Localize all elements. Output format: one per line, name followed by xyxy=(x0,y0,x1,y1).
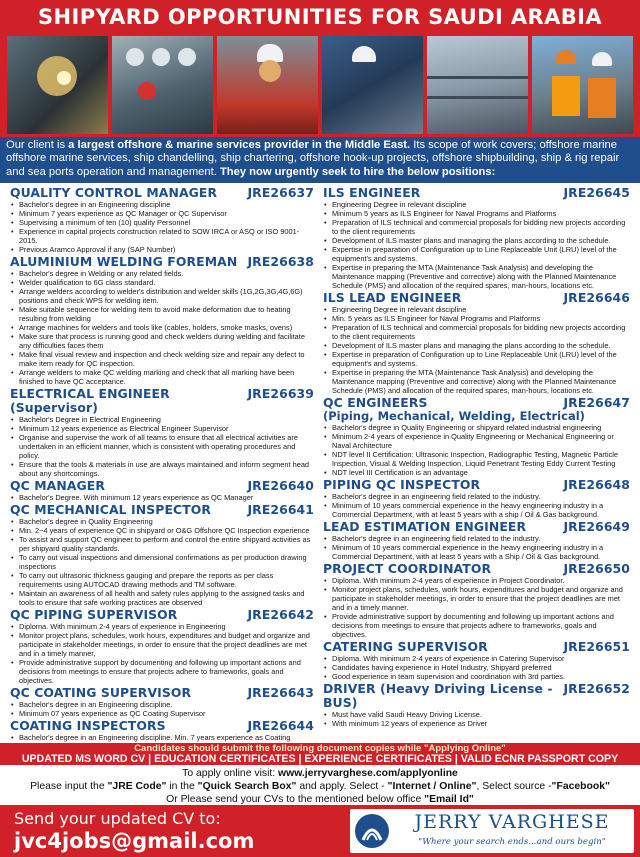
job-header xyxy=(323,520,630,534)
job-title: ILS LEAD ENGINEER xyxy=(323,290,462,305)
job-title: COATING INSPECTORS xyxy=(10,718,166,733)
job-requirement-item: • Provide administrative support by documenting and following up important actions and decisions from meetings to ensure that projects adhere to frameworks, goals and objectives. xyxy=(19,658,314,685)
job-code: JRE26651 xyxy=(563,639,630,654)
job-code: JRE26647 xyxy=(563,395,630,410)
job-subtitle: (Piping, Mechanical, Welding, Electrical) xyxy=(323,409,585,423)
job-requirement-item: • Expertise in preparing the MTA (Maintenance Task Analysis) and developing the Maintenance mapping (Preventive and corrective) along with the Planned Maintenance Schedule (PMS) and allocation of the required spares, man-hours, locations etc. xyxy=(332,263,630,290)
documents-instruction: Candidates should submit the following document copies while "Applying Online" xyxy=(134,743,506,754)
job-requirement-item: • Bachelor's degree in an Engineering discipline. xyxy=(19,700,314,709)
job-posting xyxy=(10,503,314,607)
job-requirements-list xyxy=(10,200,314,254)
job-header xyxy=(10,686,314,700)
job-header xyxy=(323,291,630,305)
apply-instructions xyxy=(0,767,640,806)
job-code: JRE26649 xyxy=(563,519,630,534)
page-title: SHIPYARD OPPORTUNITIES FOR SAUDI ARABIA xyxy=(37,5,603,29)
job-requirement-item: • Minimum 7 years experience as QC Manager or QC Supervisor xyxy=(19,209,314,218)
logo-company-name: JERRY VARGHESE xyxy=(414,811,610,833)
job-title: ILS ENGINEER xyxy=(323,185,421,200)
job-code: JRE26637 xyxy=(247,185,314,200)
job-header xyxy=(323,478,630,492)
job-requirement-item: • Maintain an awareness of all health and safety rules applying to the assigned tasks and tools to ensure that safe working practices are observed xyxy=(19,589,314,607)
job-requirement-item: • To carry out ultrasonic thickness gauging and prepare the reports as per class requirements using AUTOCAD drawing methods and TM software. xyxy=(19,571,314,589)
job-requirement-item: • Bachelor's degree in Quality Engineering xyxy=(19,517,314,526)
job-requirement-item: • Preparation of ILS technical and commercial proposals for bidding new projects according to the client requirements xyxy=(332,218,630,236)
job-header xyxy=(10,608,314,622)
job-header xyxy=(323,396,630,410)
job-header xyxy=(10,503,314,517)
job-requirement-item: • Make suitable sequence for welding item to avoid make deformation due to heating resulting from welding xyxy=(19,305,314,323)
job-code: JRE26652 xyxy=(563,681,630,696)
job-requirement-item: • Arrange welders to make QC welding marking and check that all marking have been finished to have QC acceptance. xyxy=(19,368,314,386)
job-requirements-list xyxy=(323,534,630,561)
job-requirement-item: • Previous Aramco Approval if any (SAP Number) xyxy=(19,245,314,254)
job-requirements-list xyxy=(323,492,630,519)
job-title: DRIVER (Heavy Driving License - BUS) xyxy=(323,681,553,710)
photo-site-team xyxy=(532,36,633,134)
job-title: ALUMINIUM WELDING FOREMAN xyxy=(10,254,238,269)
job-posting xyxy=(323,682,630,728)
job-header xyxy=(10,387,314,415)
job-posting xyxy=(10,255,314,386)
job-requirements-list xyxy=(323,305,630,395)
job-title: CATERING SUPERVISOR xyxy=(323,639,488,654)
job-title: QC ENGINEERS xyxy=(323,395,428,410)
job-code: JRE26646 xyxy=(563,290,630,305)
left-job-column xyxy=(10,186,314,752)
job-requirements-list xyxy=(323,710,630,728)
apply-line-2: Please input the "JRE Code" in the "Quick Search Box" and apply. Select - "Internet / Online", Select source -"Facebook" xyxy=(30,781,610,792)
job-requirement-item: • Ensure that the tools & materials in use are always maintained and inform segment head about any shortcomings. xyxy=(19,460,314,478)
job-requirement-item: • Development of ILS master plans and managing the plans according to the schedule. xyxy=(332,236,630,245)
job-requirement-item: • Welder qualification to 6G class standard. xyxy=(19,278,314,287)
job-code: JRE26648 xyxy=(563,477,630,492)
send-cv-label: Send your updated CV to: xyxy=(14,809,221,828)
job-title: ELECTRICAL ENGINEER (Supervisor) xyxy=(10,386,170,415)
job-posting xyxy=(323,291,630,395)
photo-structure xyxy=(427,36,528,134)
job-requirement-item: • Expertise in preparation of Configuration up to Line Replaceable Unit (LRU) level of the equipment's and systems. xyxy=(332,350,630,368)
job-title: QUALITY CONTROL MANAGER xyxy=(10,185,218,200)
job-posting xyxy=(10,387,314,478)
job-requirement-item: • Min. 2~4 years of experience QC in shipyard or O&G Offshore QC Inspection experience xyxy=(19,526,314,535)
job-code: JRE26641 xyxy=(247,502,314,517)
job-requirement-item: • Expertise in preparing the MTA (Maintenance Task Analysis) and developing the Maintenance mapping (Preventive and corrective) along with the Planned Maintenance Schedule (PMS) and allocation of the required spares, man-hours, locations etc. xyxy=(332,368,630,395)
logo-emblem-icon xyxy=(355,814,389,848)
job-header xyxy=(323,186,630,200)
job-requirement-item: • Bachelor's degree in an Engineering discipline xyxy=(19,200,314,209)
job-requirement-item: • Minimum 07 years experience as QC Coating Supervisor xyxy=(19,709,314,718)
job-requirement-item: • Bachelor's degree in an engineering field related to the industry. xyxy=(332,492,630,501)
job-requirement-item: • Experience in capital projects construction related to SOW IRCA or ASQ or ISO 9001-2015. xyxy=(19,227,314,245)
job-requirements-list xyxy=(10,622,314,685)
job-requirements-list xyxy=(10,269,314,386)
job-requirement-item: • Make sure that process is running good and check welders during welding and facilitate any difficulties faces them xyxy=(19,332,314,350)
job-requirement-item: • Engineering Degree in relevant discipline xyxy=(332,200,630,209)
job-title: QC MANAGER xyxy=(10,478,105,493)
job-requirement-item: • With minimum 12 years of experience as Driver xyxy=(332,719,630,728)
photo-engineer xyxy=(322,36,423,134)
photo-strip xyxy=(7,36,633,134)
header-banner xyxy=(0,0,640,137)
job-requirements-list xyxy=(10,700,314,718)
job-requirement-item: • Arrange welders according to welder's distribution and welder skills (1G,2G,3G,4G,6G) positions and check WPS for welding item. xyxy=(19,287,314,305)
job-requirement-item: • Bachelor's degree in an engineering field related to the industry. xyxy=(332,534,630,543)
job-posting xyxy=(323,562,630,639)
job-title: PROJECT COORDINATOR xyxy=(323,561,492,576)
job-code: JRE26638 xyxy=(247,254,314,269)
footer-banner xyxy=(0,805,640,857)
job-requirements-list xyxy=(323,654,630,681)
job-requirement-item: • Supervising a minimum of ten (10) quality Personnel xyxy=(19,218,314,227)
photo-control-panel xyxy=(112,36,213,134)
job-title: PIPING QC INSPECTOR xyxy=(323,477,481,492)
job-requirement-item: • Engineering Degree in relevant discipline xyxy=(332,305,630,314)
job-requirements-list xyxy=(10,517,314,607)
job-requirement-item: • To carry out visual inspections and dimensional confirmations as per production drawing inspections xyxy=(19,553,314,571)
job-requirement-item: • Minimum of 10 years commercial experience in the heavy engineering industry in a Commercial Department, with at least 5 years with a ship / Oil & Gas background. xyxy=(332,501,630,519)
job-requirement-item: • To assist and support QC engineer to perform and control the entire shipyard activities as per shipyard quality standards. xyxy=(19,535,314,553)
job-requirement-item: • Diploma. With minimum 2-4 years of experience in Project Coordinator. xyxy=(332,576,630,585)
contact-email[interactable]: jvc4jobs@gmail.com xyxy=(14,829,255,853)
job-requirement-item: • Make final visual review and inspection and check welding size and repair any defect to make item ready for QC inspection. xyxy=(19,350,314,368)
job-header xyxy=(323,562,630,576)
job-title: QC PIPING SUPERVISOR xyxy=(10,607,178,622)
job-requirement-item: • Candidates having experience in Hotel Industry, Shipyard preferred xyxy=(332,663,630,672)
job-requirements-list xyxy=(10,415,314,478)
job-code: JRE26643 xyxy=(247,685,314,700)
job-requirement-item: • NDT level II Certification: Ultrasonic Inspection, Radiographic Testing, Magnetic Particle Inspection, Visual & Welding Inspection, Liquid Penetrant Testing Eddy Current Testing xyxy=(332,450,630,468)
job-requirement-item: • Preparation of ILS technical and commercial proposals for bidding new projects according to the client requirements xyxy=(332,323,630,341)
job-requirement-item: • Expertise in preparation of Configuration up to Line Replaceable Unit (LRU) level of the equipment's and systems. xyxy=(332,245,630,263)
job-requirement-item: • Diploma. With minimum 2-4 years of experience in Catering Supervisor xyxy=(332,654,630,663)
required-documents-banner xyxy=(0,743,640,765)
job-posting xyxy=(10,479,314,502)
job-posting xyxy=(10,186,314,254)
job-posting xyxy=(323,640,630,681)
job-posting xyxy=(323,186,630,290)
job-requirement-item: • Bachelor's degree in Welding or any related fields. xyxy=(19,269,314,278)
job-requirement-item: • Minimum 12 years experience as Electrical Engineer Supervisor xyxy=(19,424,314,433)
job-posting xyxy=(323,396,630,477)
job-code: JRE26645 xyxy=(563,185,630,200)
job-requirement-item: • Provide administrative support by documenting and following up important actions and decisions from meetings to ensure that projects adhere to frameworks, goals and objectives. xyxy=(332,612,630,639)
logo-tagline: "Where your search ends...and ours begin" xyxy=(418,837,606,847)
job-requirement-item: • Good experience in team supervision and coordination with 3rd parties. xyxy=(332,672,630,681)
job-requirement-item: • Bachelor's Degree. With minimum 12 years experience as QC Manager xyxy=(19,493,314,502)
job-title: QC MECHANICAL INSPECTOR xyxy=(10,502,212,517)
job-requirement-item: • Development of ILS master plans and managing the plans according to the schedule. xyxy=(332,341,630,350)
job-requirements-list xyxy=(323,423,630,477)
apply-line-1: To apply online visit: www.jerryvarghese.com/applyonline xyxy=(182,768,458,779)
job-header xyxy=(10,719,314,733)
job-header xyxy=(10,479,314,493)
job-title: LEAD ESTIMATION ENGINEER xyxy=(323,519,527,534)
apply-line-3: Or Please send your CVs to the mentioned below office "Email Id" xyxy=(166,794,474,805)
company-logo xyxy=(350,809,634,853)
job-requirements-list xyxy=(323,576,630,639)
job-requirement-item: • Must have valid Saudi Heavy Driving License. xyxy=(332,710,630,719)
intro-paragraph: Our client is a largest offshore & marine services provider in the Middle East. Its scope of work covers; offshore marine offshore marine services, ship chandelling, ship chartering, offshore hook-up projects, offshore shipbuilding, ship & rig repair and sea ports operation and management. They now urgently seek to hire the below positions: xyxy=(0,137,640,183)
job-posting xyxy=(10,686,314,718)
job-posting xyxy=(10,608,314,685)
job-requirement-item: • Bachelor's degree in an Engineering discipline. Min. 7 years experience as Coating xyxy=(19,733,314,751)
job-requirement-item: • Monitor project plans, schedules, work hours, expenditures and budget and organize and participate in stakeholder meetings, in order to ensure that the project deadlines are met and in a timely manner, xyxy=(19,631,314,658)
job-code: JRE26642 xyxy=(247,607,314,622)
job-title: QC COATING SUPERVISOR xyxy=(10,685,192,700)
job-requirement-item: • Diploma. With minimum 2-4 years of experience in Engineering xyxy=(19,622,314,631)
job-requirement-item: • NDT level III Certification is an advantage xyxy=(332,468,630,477)
job-posting xyxy=(323,520,630,561)
job-header xyxy=(323,640,630,654)
job-requirement-item: • Minimum of 10 years commercial experience in the heavy engineering industry in a Commercial Department, with at least 5 years with a Ship / Oil & Gas background. xyxy=(332,543,630,561)
job-requirement-item: • Minimum 2-4 years of experience in Quality Engineering or Mechanical Engineering or Naval Architecture xyxy=(332,432,630,450)
job-posting xyxy=(323,478,630,519)
job-requirement-item: • Bachelor's Degree in Electrical Engineering xyxy=(19,415,314,424)
documents-list: UPDATED MS WORD CV | EDUCATION CERTIFICATES | EXPERIENCE CERTIFICATES | VALID ECNR PASSPORT COPY xyxy=(21,753,619,765)
job-requirement-item: • Organise and supervise the work of all teams to ensure that all electrical activities are undertaken in an efficient manner, which is consistent with operating procedures and policy. xyxy=(19,433,314,460)
job-requirement-item: • Bachelor's degree in Quality Engineering or shipyard related industrial engineering xyxy=(332,423,630,432)
job-header xyxy=(10,255,314,269)
job-requirements-list xyxy=(10,493,314,502)
job-header xyxy=(10,186,314,200)
job-code: JRE26640 xyxy=(247,478,314,493)
apply-link[interactable]: www.jerryvarghese.com/applyonline xyxy=(278,768,458,779)
job-code: JRE26650 xyxy=(563,561,630,576)
job-code: JRE26644 xyxy=(247,718,314,733)
photo-worker xyxy=(217,36,318,134)
job-requirement-item: • Monitor project plans, schedules, work hours, expenditures and budget and organize and participate in stakeholder meetings, in order to ensure that the project deadlines are met and in a timely manner. xyxy=(332,585,630,612)
right-job-column xyxy=(323,186,630,729)
job-requirement-item: • Minimum 5 years as ILS Engineer for Naval Programs and Platforms xyxy=(332,209,630,218)
job-header xyxy=(323,682,630,710)
job-code: JRE26639 xyxy=(247,386,314,401)
photo-welding xyxy=(7,36,108,134)
job-requirement-item: • Arrange machines for welders and tools like (cables, holders, smoke masks, ovens) xyxy=(19,323,314,332)
job-requirement-item: • Min. 5 years as ILS Engineer for Naval Programs and Platforms xyxy=(332,314,630,323)
job-requirements-list xyxy=(323,200,630,290)
